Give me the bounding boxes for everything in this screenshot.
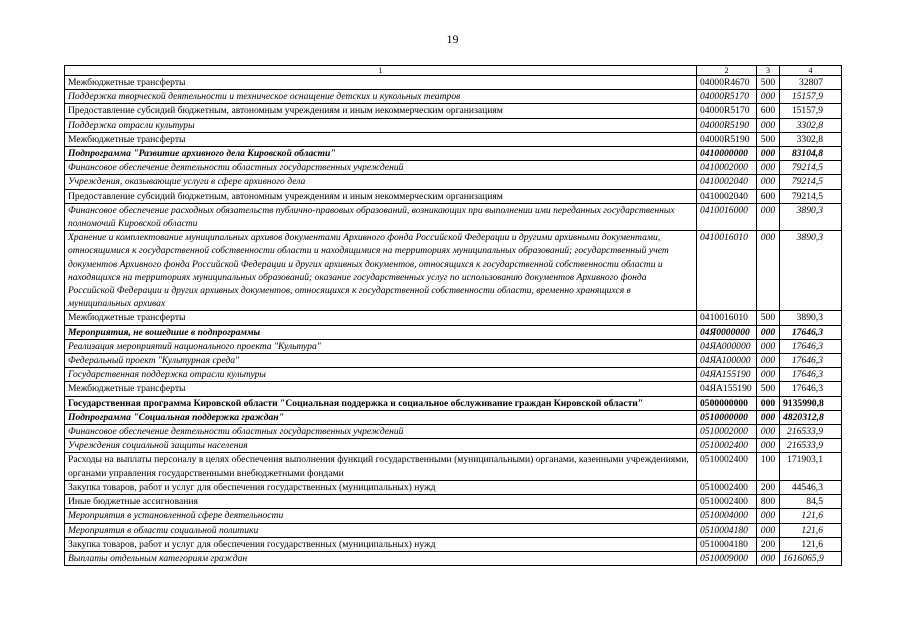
row-name-cell: Предоставление субсидий бюджетным, автономным учреждениям и иным некоммерческим организациям [65,104,697,118]
row-name-cell: Мероприятия в области социальной политики [65,523,697,537]
row-type-cell: 100 [757,453,780,480]
row-value-cell: 4820312,8 [780,410,842,424]
header-col-2: 2 [697,66,757,76]
row-code-cell: 0510000000 [697,410,757,424]
row-type-cell: 000 [757,439,780,453]
row-name-cell: Мероприятия, не вошедшие в подпрограммы [65,325,697,339]
row-code-cell: 04000R5170 [697,104,757,118]
row-type-cell: 500 [757,76,780,90]
header-col-3: 3 [757,66,780,76]
row-code-cell: 04ЯA155190 [697,368,757,382]
table-row [65,339,842,353]
row-value-cell: 1616065,9 [780,551,842,565]
row-name-cell: Мероприятия в установленной сфере деятельности [65,509,697,523]
row-value-cell: 44546,3 [780,480,842,494]
row-value-cell: 121,6 [780,523,842,537]
table-row [65,480,842,494]
row-type-cell: 200 [757,480,780,494]
row-type-cell: 000 [757,203,780,230]
row-type-cell: 500 [757,311,780,325]
row-code-cell: 0410000000 [697,147,757,161]
header-col-1: 1 [65,66,697,76]
row-type-cell: 000 [757,354,780,368]
row-value-cell: 216533,9 [780,439,842,453]
table-row [65,495,842,509]
row-value-cell: 15157,9 [780,104,842,118]
row-type-cell: 200 [757,537,780,551]
table-row [65,439,842,453]
row-value-cell: 83104,8 [780,147,842,161]
table-row [65,396,842,410]
row-name-cell: Выплаты отдельным категориям граждан [65,551,697,565]
row-value-cell: 9135990,8 [780,396,842,410]
row-name-cell: Подпрограмма "Развитие архивного дела Кировской области" [65,147,697,161]
table-row [65,325,842,339]
row-type-cell: 000 [757,118,780,132]
row-name-cell: Хранение и комплектование муниципальных архивов документами Архивного фонда Российской Федерации и другими архивными документами, относящимися к государственной собственности области и находящимися на территориях муниципальных образований; государственный учет документов Архивного фонда Российской Федерации и других архивных документов, относящихся к государственной собственности области и находящихся на территориях муниципальных образований; оказание государственных услуг по использованию документов Архивного фонда Российской Федерации и других архивных документов, относящихся к государственной собственности области, временно хранящихся в муниципальных архивах [65,231,697,311]
row-type-cell: 000 [757,509,780,523]
row-value-cell: 3302,8 [780,118,842,132]
row-code-cell: 0500000000 [697,396,757,410]
table-row [65,203,842,230]
row-value-cell: 79214,5 [780,189,842,203]
row-name-cell: Закупка товаров, работ и услуг для обеспечения государственных (муниципальных) нужд [65,537,697,551]
row-value-cell: 3302,8 [780,132,842,146]
row-value-cell: 79214,5 [780,175,842,189]
row-code-cell: 0510002400 [697,495,757,509]
row-type-cell: 000 [757,231,780,311]
row-type-cell: 000 [757,523,780,537]
header-col-4: 4 [780,66,842,76]
row-value-cell: 3890,3 [780,203,842,230]
row-code-cell: 0510004180 [697,537,757,551]
row-code-cell: 0510002000 [697,425,757,439]
row-name-cell: Расходы на выплаты персоналу в целях обеспечения выполнения функций государственными (муниципальными) органами, казенными учреждениями, органами управления государственными внебюджетными фондами [65,453,697,480]
row-type-cell: 000 [757,410,780,424]
row-type-cell: 600 [757,104,780,118]
row-name-cell: Поддержка отрасли культуры [65,118,697,132]
table-row [65,161,842,175]
table-row [65,104,842,118]
row-code-cell: 04ЯA000000 [697,339,757,353]
row-type-cell: 000 [757,175,780,189]
row-name-cell: Федеральный проект "Культурная среда" [65,354,697,368]
row-value-cell: 17646,3 [780,354,842,368]
row-type-cell: 000 [757,325,780,339]
row-code-cell: 0410002040 [697,189,757,203]
table-row [65,425,842,439]
row-value-cell: 121,6 [780,537,842,551]
row-name-cell: Государственная поддержка отрасли культуры [65,368,697,382]
row-name-cell: Реализация мероприятий национального проекта "Культура" [65,339,697,353]
table-row [65,311,842,325]
row-name-cell: Предоставление субсидий бюджетным, автономным учреждениям и иным некоммерческим организациям [65,189,697,203]
row-name-cell: Финансовое обеспечение расходных обязательств публично-правовых образований, возникающих при выполнении ими переданных государственных полномочий Кировской области [65,203,697,230]
table-row [65,509,842,523]
row-code-cell: 0510002400 [697,439,757,453]
row-code-cell: 0410016010 [697,311,757,325]
table-row [65,354,842,368]
row-value-cell: 17646,3 [780,382,842,396]
table-row [65,118,842,132]
row-value-cell: 121,6 [780,509,842,523]
row-code-cell: 04000R4670 [697,76,757,90]
row-code-cell: 0410016010 [697,231,757,311]
table-row [65,175,842,189]
row-code-cell: 0410002000 [697,161,757,175]
table-row [65,523,842,537]
table-row [65,189,842,203]
row-name-cell: Учреждения социальной защиты населения [65,439,697,453]
row-name-cell: Межбюджетные трансферты [65,311,697,325]
row-value-cell: 171903,1 [780,453,842,480]
row-type-cell: 600 [757,189,780,203]
table-row [65,537,842,551]
row-code-cell: 04Я0000000 [697,325,757,339]
row-type-cell: 000 [757,339,780,353]
row-type-cell: 500 [757,132,780,146]
row-value-cell: 17646,3 [780,325,842,339]
row-code-cell: 0410002040 [697,175,757,189]
table-row [65,453,842,480]
table-row [65,147,842,161]
table-row [65,368,842,382]
row-code-cell: 0510004000 [697,509,757,523]
row-code-cell: 04000R5170 [697,90,757,104]
row-type-cell: 000 [757,161,780,175]
row-code-cell: 0510002400 [697,453,757,480]
budget-table [64,65,842,566]
row-value-cell: 84,5 [780,495,842,509]
row-name-cell: Межбюджетные трансферты [65,76,697,90]
row-value-cell: 15157,9 [780,90,842,104]
row-value-cell: 3890,3 [780,311,842,325]
row-code-cell: 0510002400 [697,480,757,494]
row-type-cell: 000 [757,396,780,410]
row-code-cell: 0510009000 [697,551,757,565]
table-row [65,551,842,565]
row-name-cell: Учреждения, оказывающие услуги в сфере архивного дела [65,175,697,189]
row-value-cell: 79214,5 [780,161,842,175]
row-code-cell: 0510004180 [697,523,757,537]
row-type-cell: 500 [757,382,780,396]
row-code-cell: 04ЯA155190 [697,382,757,396]
row-type-cell: 000 [757,551,780,565]
row-name-cell: Государственная программа Кировской области "Социальная поддержка и социальное обслуживание граждан Кировской области" [65,396,697,410]
row-code-cell: 0410016000 [697,203,757,230]
row-name-cell: Межбюджетные трансферты [65,132,697,146]
table-row [65,231,842,311]
table-header-row [65,66,842,76]
table-row [65,410,842,424]
row-value-cell: 32807 [780,76,842,90]
row-name-cell: Закупка товаров, работ и услуг для обеспечения государственных (муниципальных) нужд [65,480,697,494]
row-name-cell: Иные бюджетные ассигнования [65,495,697,509]
page-number: 19 [446,32,459,46]
table-row [65,132,842,146]
row-type-cell: 800 [757,495,780,509]
row-type-cell: 000 [757,90,780,104]
row-value-cell: 216533,9 [780,425,842,439]
row-value-cell: 17646,3 [780,368,842,382]
row-name-cell: Поддержка творческой деятельности и техническое оснащение детских и кукольных театров [65,90,697,104]
row-name-cell: Подпрограмма "Социальная поддержка граждан" [65,410,697,424]
row-name-cell: Межбюджетные трансферты [65,382,697,396]
row-type-cell: 000 [757,425,780,439]
row-type-cell: 000 [757,147,780,161]
row-name-cell: Финансовое обеспечение деятельности областных государственных учреждений [65,425,697,439]
table-row [65,90,842,104]
table-row [65,76,842,90]
row-type-cell: 000 [757,368,780,382]
row-code-cell: 04000R5190 [697,132,757,146]
table-row [65,382,842,396]
row-code-cell: 04ЯA100000 [697,354,757,368]
row-code-cell: 04000R5190 [697,118,757,132]
row-value-cell: 17646,3 [780,339,842,353]
row-name-cell: Финансовое обеспечение деятельности областных государственных учреждений [65,161,697,175]
row-value-cell: 3890,3 [780,231,842,311]
